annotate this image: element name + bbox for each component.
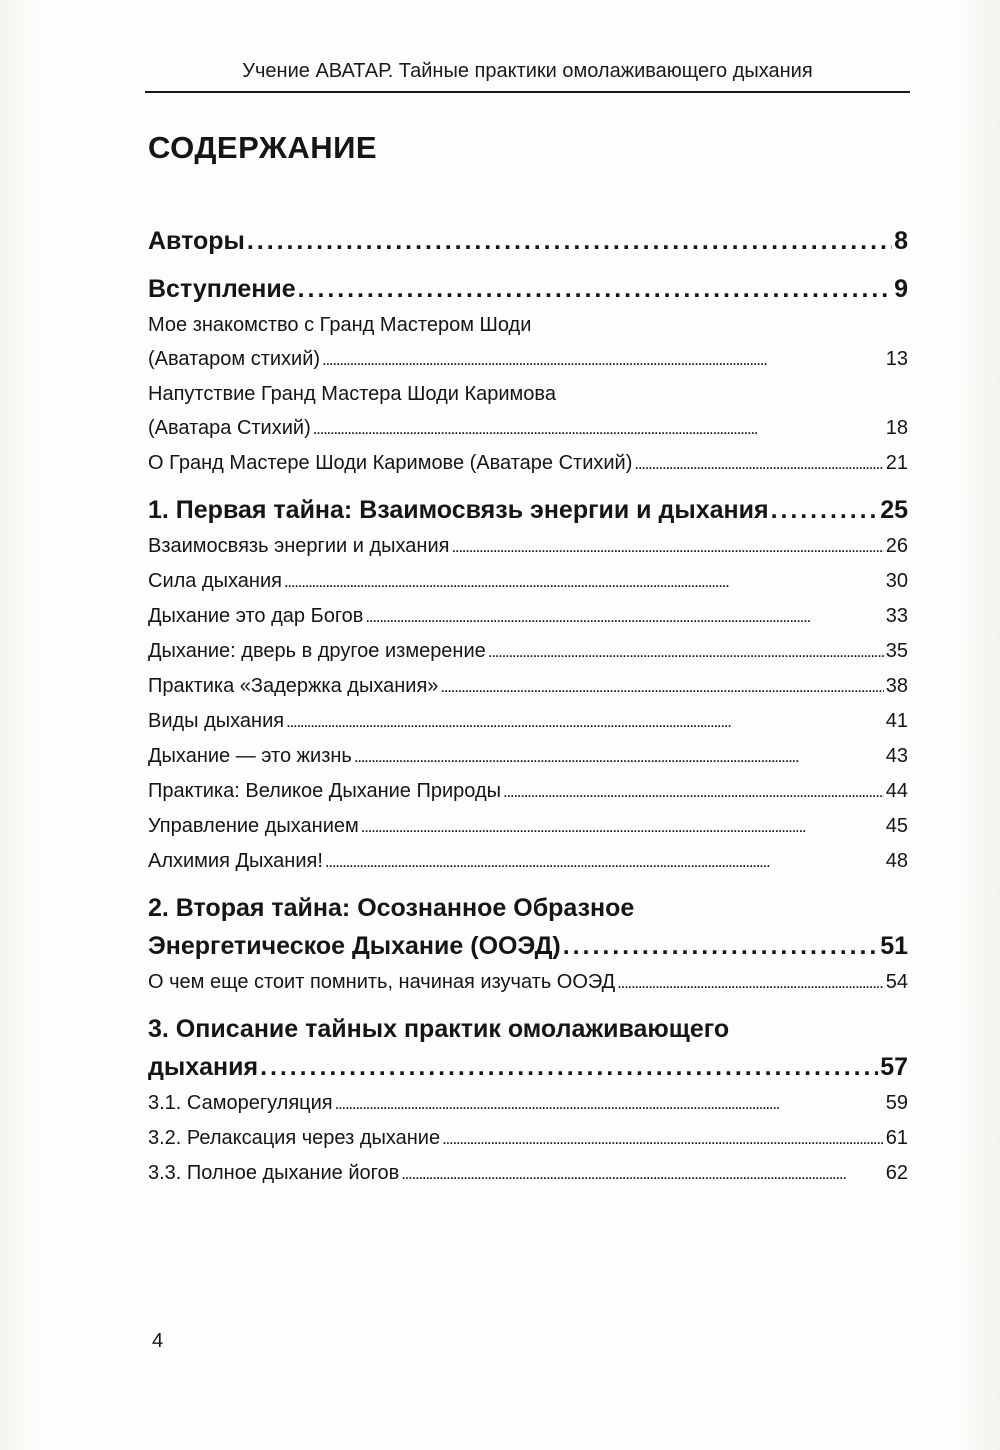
running-header: Учение АВАТАР. Тайные практики омолаживающего дыхания <box>242 60 813 82</box>
dot-leader <box>440 670 883 704</box>
dot-leader <box>286 705 884 739</box>
toc-entry-authors[interactable] <box>148 222 908 260</box>
toc-entry-page: 33 <box>885 605 908 627</box>
toc-entry-page: 44 <box>885 780 908 802</box>
toc-subentry[interactable] <box>148 529 908 564</box>
toc-entry-title: Виды дыхания <box>148 710 285 732</box>
toc-entry-title: 3.3. Полное дыхание йогов <box>148 1162 400 1184</box>
toc-entry-page: 59 <box>885 1092 908 1114</box>
toc-entry-title: Дыхание: дверь в другое измерение <box>148 640 486 662</box>
toc-entry-title-line1: 3. Описание тайных практик омолаживающего <box>148 1015 730 1043</box>
toc-entry-chapter-1[interactable] <box>148 491 908 529</box>
toc-entry-title: Авторы <box>148 227 245 255</box>
toc-entry-title: Сила дыхания <box>148 570 282 592</box>
toc-subentry[interactable] <box>148 809 908 844</box>
toc-entry-title-line1: Мое знакомство с Гранд Мастером Шоди <box>148 314 532 336</box>
toc-entry-title: Взаимосвязь энергии и дыхания <box>148 535 450 557</box>
toc-entry-title: 1. Первая тайна: Взаимосвязь энергии и дыхания <box>148 496 769 524</box>
toc-entry-title: Практика: Великое Дыхание Природы <box>148 780 502 802</box>
toc-entry-title: О чем еще стоит помнить, начиная изучать ООЭД <box>148 971 616 993</box>
toc-entry-title: Алхимия Дыхания! <box>148 850 323 872</box>
toc-subentry[interactable] <box>148 774 908 809</box>
dot-leader <box>365 600 883 634</box>
toc-entry-page: 45 <box>885 815 908 837</box>
toc-entry-page: 51 <box>880 932 908 960</box>
dot-leader <box>322 343 884 377</box>
dot-leader <box>617 966 884 1000</box>
toc-entry-chapter-3[interactable] <box>148 1010 908 1086</box>
toc-entry-page: 26 <box>885 535 908 557</box>
toc-entry-title: (Аватара Стихий) <box>148 417 311 439</box>
dot-leader <box>488 635 884 669</box>
toc-subentry[interactable] <box>148 564 908 599</box>
toc-entry-page: 41 <box>885 710 908 732</box>
dot-leader <box>361 810 884 844</box>
dot-leader <box>771 491 879 529</box>
toc-entry-page: 18 <box>885 417 908 439</box>
toc-entry-title: Дыхание — это жизнь <box>148 745 352 767</box>
toc-entry-page: 48 <box>885 850 908 872</box>
toc-entry-page: 25 <box>880 496 908 524</box>
toc-entry-title: Управление дыханием <box>148 815 359 837</box>
toc-entry-page: 43 <box>885 745 908 767</box>
toc-entry-page: 54 <box>885 971 908 993</box>
toc-subentry[interactable] <box>148 844 908 879</box>
toc-entry-title: Энергетическое Дыхание (ООЭД) <box>148 932 561 960</box>
toc-entry-page: 8 <box>894 227 908 255</box>
header-rule <box>145 91 910 93</box>
dot-leader <box>354 740 884 774</box>
toc-subentry[interactable] <box>148 1086 908 1121</box>
dot-leader <box>634 447 883 481</box>
toc-entry-page: 62 <box>885 1162 908 1184</box>
toc-entry-page: 57 <box>880 1053 908 1081</box>
table-of-contents <box>148 222 908 1191</box>
toc-subentry[interactable] <box>148 669 908 704</box>
toc-entry-title: Вступление <box>148 275 296 303</box>
toc-subentry[interactable] <box>148 308 908 377</box>
toc-entry-title: (Аватаром стихий) <box>148 348 321 370</box>
toc-entry-page: 9 <box>894 275 908 303</box>
toc-subentry[interactable] <box>148 446 908 481</box>
toc-entry-page: 30 <box>885 570 908 592</box>
dot-leader <box>325 845 884 879</box>
toc-entry-chapter-2[interactable] <box>148 889 908 965</box>
toc-entry-page: 61 <box>885 1127 908 1149</box>
dot-leader <box>451 530 883 564</box>
toc-subentry[interactable] <box>148 1156 908 1191</box>
toc-entry-title: дыхания <box>148 1053 259 1081</box>
toc-entry-title: 3.1. Саморегуляция <box>148 1092 333 1114</box>
toc-entry-title-line1: 2. Вторая тайна: Осознанное Образное <box>148 894 635 922</box>
toc-subentry[interactable] <box>148 704 908 739</box>
dot-leader <box>284 565 884 599</box>
dot-leader <box>335 1087 884 1121</box>
toc-subentry[interactable] <box>148 1121 908 1156</box>
dot-leader <box>503 775 884 809</box>
toc-subentry[interactable] <box>148 739 908 774</box>
toc-entry-page: 35 <box>885 640 908 662</box>
toc-entry-title: Дыхание это дар Богов <box>148 605 364 627</box>
dot-leader <box>313 412 884 446</box>
toc-subentry[interactable] <box>148 965 908 1000</box>
toc-entry-title-line1: Напутствие Гранд Мастера Шоди Каримова <box>148 383 556 405</box>
toc-entry-title: 3.2. Релаксация через дыхание <box>148 1127 441 1149</box>
dot-leader <box>442 1122 884 1156</box>
toc-entry-title: О Гранд Мастере Шоди Каримове (Аватаре Стихий) <box>148 452 633 474</box>
dot-leader <box>298 270 892 308</box>
dot-leader <box>260 1048 878 1086</box>
toc-subentry[interactable] <box>148 634 908 669</box>
toc-subentry[interactable] <box>148 377 908 446</box>
toc-entry-page: 21 <box>885 452 908 474</box>
toc-title: СОДЕРЖАНИЕ <box>148 130 378 165</box>
toc-entry-title: Практика «Задержка дыхания» <box>148 675 439 697</box>
page-number: 4 <box>152 1330 164 1352</box>
dot-leader <box>563 927 878 965</box>
dot-leader <box>401 1157 884 1191</box>
toc-subentry[interactable] <box>148 599 908 634</box>
dot-leader <box>247 222 892 260</box>
toc-entry-page: 38 <box>885 675 908 697</box>
toc-entry-introduction[interactable] <box>148 270 908 308</box>
toc-entry-page: 13 <box>885 348 908 370</box>
